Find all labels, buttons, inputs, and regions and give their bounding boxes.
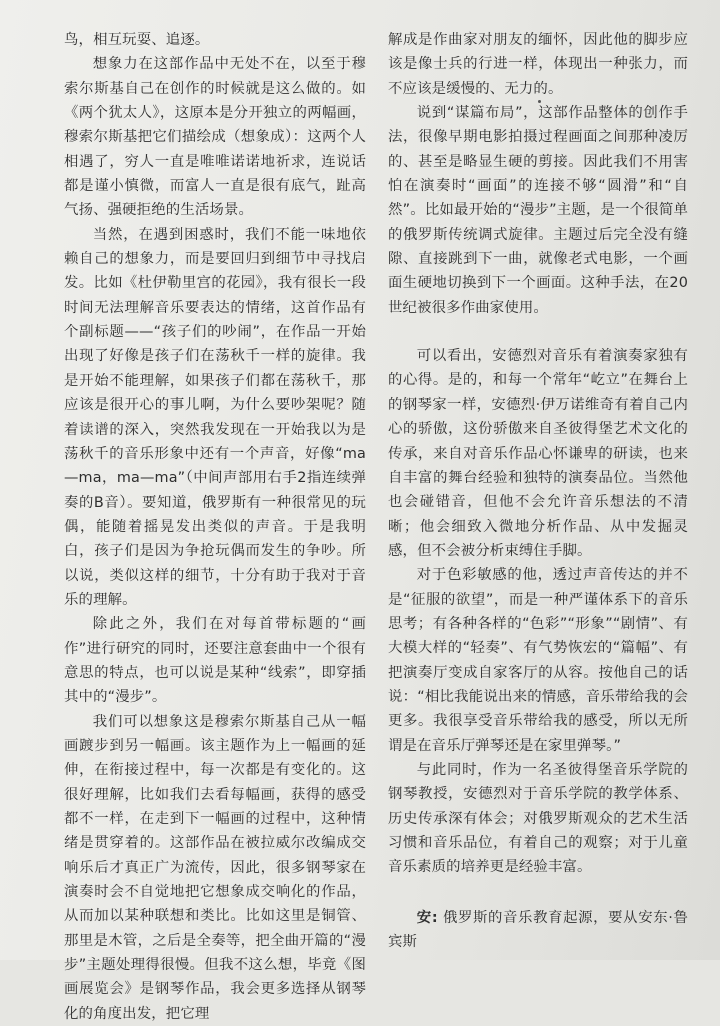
right-text-column — [388, 28, 688, 954]
speaker-label: 安: — [416, 909, 438, 926]
paragraph: 说到“谋篇布局”，这部作品整体的创作手法，很像早期电影拍摄过程画面之间那种凌厉的、甚至是略显生硬的剪接。因此我们不用害怕在演奏时“画面”的连接不够“圆滑”和“自然”。比如最开始的“漫步”主题，是一个很简单的俄罗斯传统调式旋律。主题过后完全没有缝隙、直接跳到下一曲，就像老式电影，一个画面生硬地切换到下一个画面。这种手法，在20世纪被很多作曲家使用。 — [388, 105, 688, 316]
paragraph: 当然，在遇到困惑时，我们不能一味地依赖自己的想象力，而是要回归到细节中寻找启发。比如《杜伊勒里宫的花园》，我有很长一段时间无法理解音乐要表达的情绪，这首作品有个副标题——“孩子们的吵闹”，在作品一开始出现了好像是孩子们在荡秋千一样的旋律。我是开始不能理解，如果孩子们都在荡秋千，那应该是很开心的事儿啊，为什么要吵架呢？随着读谱的深入，突然我发现在一开始我以为是荡秋千的音乐形象中还有一个声音，好像“ma—ma，ma—ma”（中间声部用右手2指连续弹奏的B音）。要知道，俄罗斯有一种很常见的玩偶，能随着摇晃发出类似的声音。于是我明白，孩子们是因为争抢玩偶而发生的争吵。所以说，类似这样的细节，十分有助于我对于音乐的理解。 — [64, 226, 366, 608]
paragraph: 对于色彩敏感的他，透过声音传达的并不是“征服的欲望”，而是一种严谨体系下的音乐思考；有各种各样的“色彩”“形象”“剧情”、有大模大样的“轻奏”、有气势恢宏的“篇幅”、有把演奏厅变成自家客厅的从容。按他自己的话说：“相比我能说出来的情感，音乐带给我的会更多。我很享受音乐带给我的感受，所以无所谓是在音乐厅弹琴还是在家里弹琴。” — [388, 567, 688, 754]
paragraph-spacer — [388, 320, 688, 344]
interview-text: 俄罗斯的音乐教育起源，要从安东·鲁宾斯 — [388, 909, 688, 951]
paragraph: 除此之外，我们在对每首带标题的“画作”进行研究的同时，还要注意套曲中一个很有意思的特点，也可以说是某种“线索”，即穿插其中的“漫步”。 — [64, 616, 366, 706]
paragraph: 我们可以想象这是穆索尔斯基自己从一幅画踱步到另一幅画。该主题作为上一幅画的延伸，在衔接过程中，每一次都是有变化的。这很好理解，比如我们去看每幅画，获得的感受都不一样，在走到下一幅画的过程中，这种情绪是贯穿着的。这部作品在被拉威尔改编成交响乐后才真正广为流传，因此，很多钢琴家在演奏时会不自觉地把它想象成交响化的作品，从而加以某种联想和类比。比如这里是铜管、那里是木管，之后是全奏等，把全曲开篇的“漫步”主题处理得很慢。但我不这么想，毕竟《图画展览会》是钢琴作品，我会更多选择从钢琴化的角度出发，把它理 — [64, 713, 366, 1022]
paragraph: 鸟，相互玩耍、追逐。 — [64, 32, 210, 48]
left-text-column — [64, 28, 366, 1026]
interview-line — [388, 906, 688, 955]
paragraph: 与此同时，作为一名圣彼得堡音乐学院的钢琴教授，安德烈对于音乐学院的教学体系、历史传承深有体会；对俄罗斯观众的艺术生活习惯和音乐品位，有着自己的观察；对于儿童音乐素质的培养更是经验丰富。 — [388, 761, 688, 876]
paragraph: 解成是作曲家对朋友的缅怀，因此他的脚步应该是像士兵的行进一样，体现出一种张力，而不应该是缓慢的、无力的。 — [388, 32, 688, 97]
paragraph-spacer — [388, 880, 688, 906]
paragraph: 想象力在这部作品中无处不在，以至于穆索尔斯基自己在创作的时候就是这么做的。如《两个犹太人》，这原本是分开独立的两幅画，穆索尔斯基把它们描绘成（想象成）：这两个人相遇了，穷人一直是唯唯诺诺地祈求，连说话都是谨小慎微，而富人一直是很有底气，趾高气扬、强硬拒绝的生活场景。 — [64, 56, 366, 219]
print-speck — [538, 100, 541, 103]
paragraph: 可以看出，安德烈对音乐有着演奏家独有的心得。是的，和每一个常年“屹立”在舞台上的钢琴家一样，安德烈·伊万诺维奇有着自己内心的骄傲，这份骄傲来自圣彼得堡艺术文化的传承，来自对音乐作品心怀谦卑的研读，也来自丰富的舞台经验和独特的演奏品位。当然他也会碰错音，但他不会允许音乐想法的不清晰；他会细致入微地分析作品、从中发掘灵感，但不会被分析束缚住手脚。 — [388, 348, 688, 559]
